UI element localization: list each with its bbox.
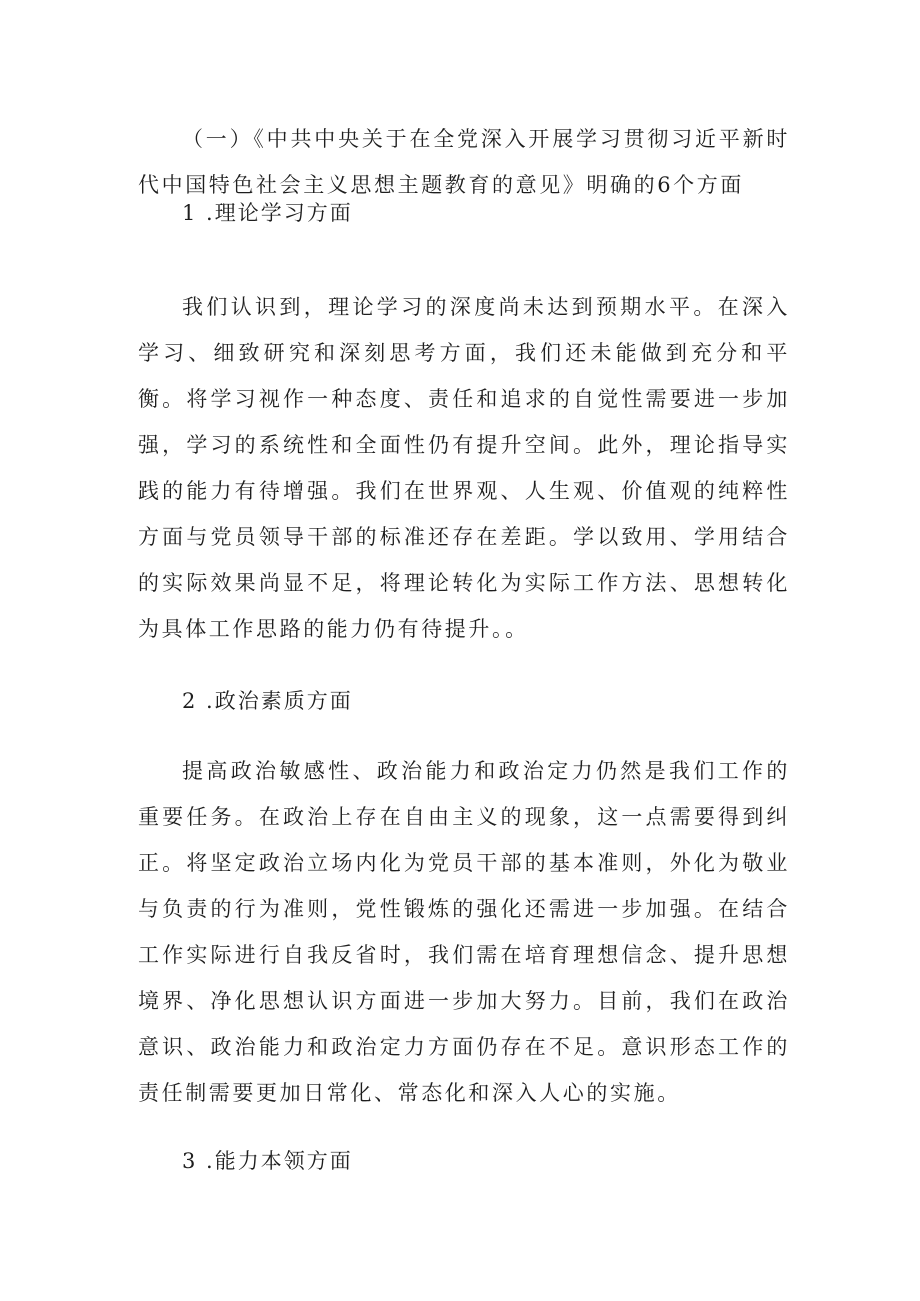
item-title-theory-study: 1 .理论学习方面 [182,201,353,225]
item-title-political-quality: 2 .政治素质方面 [182,689,353,713]
paragraph-theory-study: 我们认识到，理论学习的深度尚未达到预期水平。在深入学习、细致研究和深刻思考方面，我们还未能做到充分和平衡。将学习视作一种态度、责任和追求的自觉性需要进一步加强，学习的系统性和全面性仍有提升空间。此外，理论指导实践的能力有待增强。我们在世界观、人生观、价值观的纯粹性方面与党员领导干部的标准还存在差距。学以致用、学用结合的实际效果尚显不足，将理论转化为实际工作方法、思想转化为具体工作思路的能力仍有待提升。。 [138,295,790,641]
item-title-ability-skills: 3 .能力本领方面 [182,1149,353,1173]
section-heading: （一）《中共中央关于在全党深入开展学习贯彻习近平新时代中国特色社会主义思想主题教育的意见》明确的6个方面 [138,127,790,197]
paragraph-political-quality: 提高政治敏感性、政治能力和政治定力仍然是我们工作的重要任务。在政治上存在自由主义的现象，这一点需要得到纠正。将坚定政治立场内化为党员干部的基本准则，外化为敬业与负责的行为准则，党性锻炼的强化还需进一步加强。在结合工作实际进行自我反省时，我们需在培育理想信念、提升思想境界、净化思想认识方面进一步加大努力。目前，我们在政治意识、政治能力和政治定力方面仍存在不足。意识形态工作的责任制需要更加日常化、常态化和深入人心的实施。 [138,759,790,1105]
